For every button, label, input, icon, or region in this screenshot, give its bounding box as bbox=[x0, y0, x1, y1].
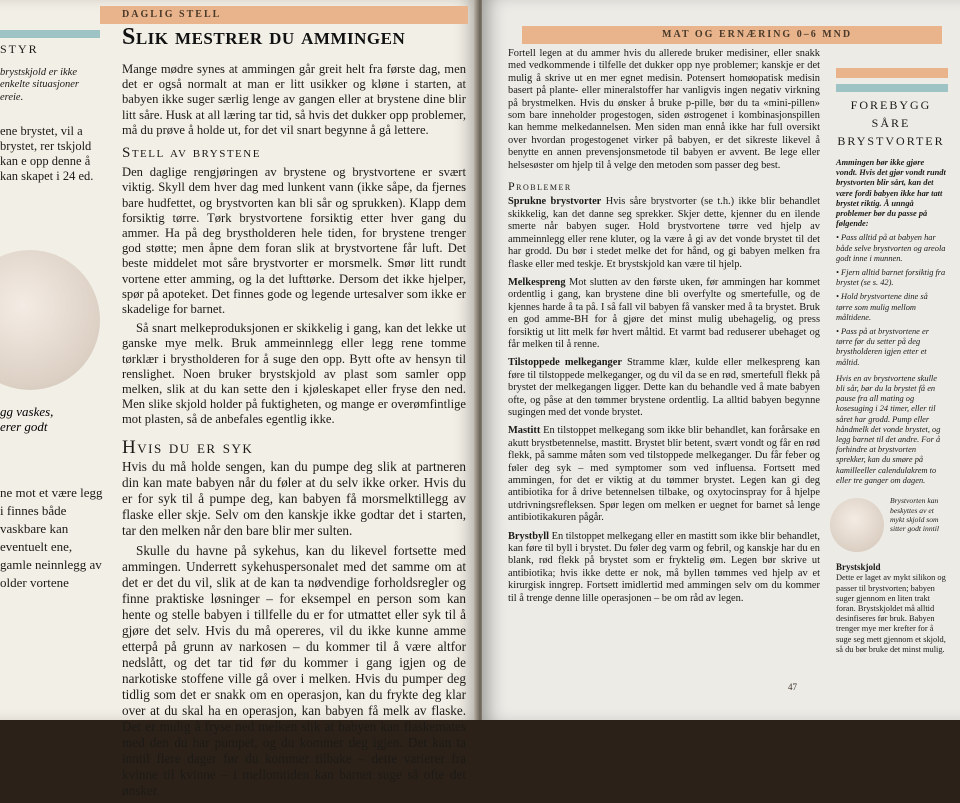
intro-paragraph: Fortell legen at du ammer hvis du allerede bruker medisiner, eller snakk med vedkommende i tilfelle det dukker opp nye problemer; kanskje er det mulig å skrive ut en mer egnet medisin. Potensert homøopatisk medisin basert på plante- eller mineralstoffer har vanligvis ingen negativ virkning på brystmelken. Hvis du ønsker å bruke p-pille, bør du ta «mini-pillen» som bare inneholder progestogen, siden østrogenet i kombinasjonspillen kan hemme melkedannelsen. Men siden man ennå ikke har full oversikt over hvordan progestogenet virker på babyen, er det sikreste likevel å benytte en annen prevensjonsmetode til babyen er avvent. Be lege eller helsesøster om hjelp til å velge den metoden som passer deg best. bbox=[508, 48, 820, 171]
photo-caption: gg vaskes, erer godt bbox=[0, 404, 54, 434]
sidebar-text: ene brystet, vil a brystet, rer tskjold kan e opp denne å kan skapet i 24 ed. bbox=[0, 124, 94, 183]
right-main-column bbox=[508, 48, 820, 609]
sidebar-heading: FOREBYGG SÅRE BRYSTVORTER bbox=[837, 98, 945, 148]
intro-paragraph: Mange mødre synes at ammingen går greit helt fra første dag, men det er også normalt at man er litt usikker og kløne i starten, at babyen ikke suger særlig lenge av gangen eller at brystene dine blir litt såre. Husk at all læring tar tid, så hvis det dukker opp problemer, må du prøve å holde ut, for det vil snart begynne å gå lettere. bbox=[122, 62, 466, 137]
sidebar-heading: STYR bbox=[0, 42, 39, 56]
sidebar-bar bbox=[0, 30, 100, 38]
sidebar-intro: Ammingen bør ikke gjøre vondt. Hvis det gjør vondt rundt brystvorten blir sårt, kan det være fordi babyen ikke har tatt brystet riktig. Å unngå problemer bør du passe på følgende: bbox=[836, 158, 946, 229]
problem-term: Tilstoppede melkeganger bbox=[508, 357, 622, 369]
sidebar-text-lower: ne mot et være legg i finnes både vaskbare kan eventuelt ene, gamle neinnlegg av older vortene bbox=[0, 485, 103, 590]
problem-term: Mastitt bbox=[508, 425, 541, 437]
page-number: 47 bbox=[788, 682, 797, 692]
problem-item: Mastitt En tilstoppet melkegang som ikke blir behandlet, kan forårsake en akutt brystbetennelse, mastitt. Brystet blir betent, svært vondt og får en rød flekk, på samme måten som ved tilstoppede melkeganger. Du får feber og føler deg syk – med symptomer som ved influensa. Fortsett med ammingen, for det er viktig at du tømmer brystet. Legen kan gi deg antibiotika for å drive betennelsen tilbake, og oxytocinspray for å hjelpe utdrivningsrefleksen. Spør legen om melken er uegnet for barnet så lenge antibiotikakuren pågår. bbox=[508, 425, 820, 524]
sidebar-bullet: • Pass på at brystvortene er tørre før du setter på deg brystholderen igjen etter et måltid. bbox=[836, 327, 929, 367]
caption-title: Brystskjold bbox=[836, 562, 881, 573]
right-sidebar bbox=[836, 96, 946, 655]
left-sidebar bbox=[0, 30, 104, 184]
photo-label: Brystvorten kan beskyttes av et mykt skjold som sitter godt inntil bbox=[890, 496, 939, 534]
problem-item: Sprukne brystvorter Hvis såre brystvorter (se t.h.) ikke blir behandlet skikkelig, kan det danne seg sprekker. Skjer dette, kjenner du en ilende smerte når babyen suger. Hold brystvortene tørre ved hjelp av ammeinnlegg eller rene kluter, og la være å gi av det vonde brystet til det har grodd. Du bør i stedet melke det for hånd, og gi babyen melken fra flaske eller med teskje. Et brystskjold kan være til hjelp. bbox=[508, 196, 820, 270]
paragraph: Så snart melkeproduksjonen er skikkelig i gang, kan det lekke ut ganske mye melk. Bruk ammeinnlegg eller legg rene tomme tørklær i brystholderen for å suge den opp. Bytt ofte av hensyn til renslighet. Noen bruker brystskjold av plast som samler opp melken, slik at du kan sette den i kjøleskapet eller fryse den ned. Men slike skjold holder på fuktigheten, og mange er overømfintlige mot plasten, så de anbefales egentlig ikke. bbox=[122, 321, 466, 427]
sidebar-bullet: • Hold brystvortene dine så tørre som mulig mellom måltidene. bbox=[836, 292, 928, 322]
problem-term: Sprukne brystvorter bbox=[508, 196, 602, 208]
section-heading-if-sick: Hvis du er syk bbox=[122, 436, 254, 458]
nipple-shield-figure bbox=[836, 492, 946, 562]
section-heading-problems: Problemer bbox=[508, 179, 572, 194]
problem-item: Tilstoppede melkeganger Stramme klær, kulde eller melkespreng kan føre til tilstoppede melkeganger, og du vil da se en rød, smertefull flekk på brystet der melkegangen ligger. Dette kan du behandle ved å mate babyen ofte, og påse at den tømmer brystene ordentlig. La alltid babyen begynne sugingen med det vonde brystet. bbox=[508, 357, 820, 418]
paragraph: Den daglige rengjøringen av brystene og brystvortene er svært viktig. Skyll dem hver dag med lunkent vann (ikke såpe, da fjernes bare hudfettet, og brystvorten kan bli sår og sprukken). Klapp dem forsiktig tørre. Tørk brystvortene forsiktig etter hver gang du ammer. Ha på deg brystholderen hele tiden, for brystene trenger god støtte; men åpne dem foran slik at brystvortene får luft. Det beste middelet mot såre brystvorter er morsmelk. Smør litt rundt vortene etter amming, og la det lufttørke. Dersom det ikke hjelper, spør på apoteket. Det finnes gode og legende urtesalver som ikke er skadelige for barnet. bbox=[122, 165, 466, 317]
page-title: Slik mestrer du ammingen bbox=[122, 24, 406, 50]
caption bbox=[836, 562, 946, 655]
running-head: MAT OG ERNÆRING 0–6 MND bbox=[662, 29, 853, 40]
problem-item: Brystbyll En tilstoppet melkegang eller en mastitt som ikke blir behandlet, kan føre til byll i brystet. Du føler deg varm og febril, og kanskje har du en blank, rød flekk på brystet som er fryktelig øm. Legen bør skrive ut antibiotika; hvis ikke dette er nok, må byllen tømmes ved hjelp av et kirurgisk inngrep. Fortsett imidlertid med ammingen selv om du kommer til å trenge denne lille operasjonen – be om råd av legen. bbox=[508, 530, 820, 604]
section-heading-breast-care: Stell av brystene bbox=[122, 145, 261, 162]
paragraph: Skulle du havne på sykehus, kan du likevel fortsette med ammingen. Underrett sykehuspersonalet med det samme om at det er det du vil, slik at de kan ta nødvendige forholdsregler og finne praktiske løsninger – for eksempel en person som kan hente og stelle babyen i tillfelle du er for utmattet eller syk til å gjøre det selv. Hvis du må opereres, vil du ikke kunne amme etterpå på grunn av narkosen – du kommer til å være altfor nedslått, og det tar tid før du kommer i gang igjen og de narkotiske stoffene ville gå over i melken. Hvis du pumper deg tidlig som det er snakk om en operasjon, kan du frykte deg klar over at du skal ha en operasjon, kan babyen få melk av flaske. Det er mulig å fryse ned melken slik at babyen kan flaskemates med den du har pumpet, og du kommer deg igjen. Det kan ta inntil flere dager før du kommer tilbake – dette varierer fra kvinne til kvinne – i mellomtiden kan barnet suge så ofte det ønsker. bbox=[122, 542, 466, 798]
problem-item: Melkespreng Mot slutten av den første uken, før ammingen har kommet ordentlig i gang, kan brystene dine bli overfylte og smertefulle, og de kjennes harde å ta på. I så fall vil babyen få vansker med å ta brystet. Bruk en god amme-BH for å gjøre det minst mulig ubehagelig, og press forsiktig ut litt melk før hvert måltid. Et varmt bad reduserer ubehaget og får melken til å renne. bbox=[508, 276, 821, 350]
sidebar-bar-peach bbox=[836, 68, 948, 78]
running-head: DAGLIG STELL bbox=[122, 9, 222, 20]
sidebar-bullet: • Pass alltid på at babyen har både selve brystvorten og areola godt inne i munnen. bbox=[836, 233, 946, 263]
main-column bbox=[122, 62, 466, 803]
nipple-shield-photo bbox=[830, 498, 884, 552]
problem-term: Melkespreng bbox=[508, 276, 566, 288]
sidebar-paragraph: Hvis en av brystvortene skulle bli sår, bør du la brystet få en pause fra all mating og kosesuging i 24 timer, eller til såret har grodd. Pump eller håndmelk det vonde brystet, og legg barnet til det andre. For å forhindre at brystvorten sprekker, kan du smøre på kamilleeller calendulakrem to eller tre ganger om dagen. bbox=[836, 373, 941, 485]
caption-text: Dette er laget av mykt silikon og passer til brystvorten; babyen suger gjennom en liten trakt foran. Brystskjoldet må alltid desinfiseres før bruk. Babyen trenger mye mer krefter for å suge seg mett gjennom et skjold, så du bør bruke det minst mulig. bbox=[836, 573, 946, 654]
sidebar-bullet: • Fjern alltid barnet forsiktig fra brystet (se s. 42). bbox=[836, 268, 946, 288]
paragraph: Hvis du må holde sengen, kan du pumpe deg slik at partneren din kan mate babyen når du føler at du selv ikke orker. Hvis du er for syk til å pumpe deg, kan babyen få morsmelktillegg av flaske eller skje. Selv om den kanskje ikke godtar det i starten, tar den melken når den bare blir mer sulten. bbox=[122, 458, 466, 538]
sidebar-bar-teal bbox=[836, 84, 948, 92]
breast-pad-photo bbox=[0, 250, 100, 390]
problem-term: Brystbyll bbox=[508, 530, 549, 542]
sidebar-italic-note: brystskjold er ikke enkelte situasjoner ereie. bbox=[0, 66, 80, 103]
left-page bbox=[0, 0, 478, 798]
